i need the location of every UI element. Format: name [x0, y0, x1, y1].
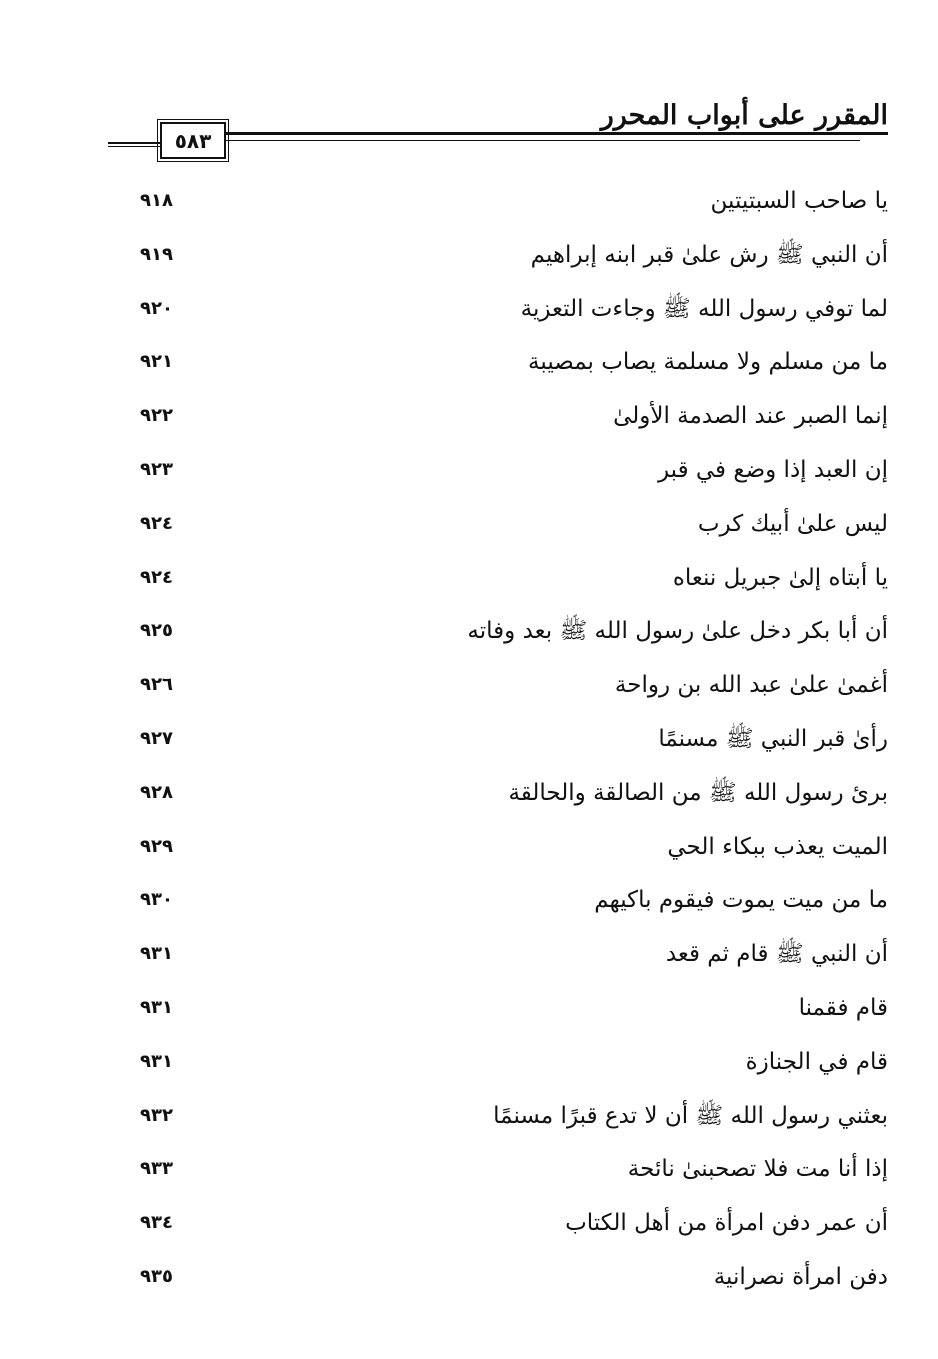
- entry-text: أغمىٰ علىٰ عبد الله بن رواحة: [614, 672, 888, 698]
- entry-text: أن عمر دفن امرأة من أهل الكتاب: [565, 1210, 888, 1236]
- index-entry: [130, 1096, 888, 1136]
- entry-page-number: ٩٢٤: [140, 567, 173, 588]
- index-entry: [130, 1149, 888, 1189]
- entry-page-number: ٩٢٠: [140, 298, 173, 319]
- index-entry: [130, 827, 888, 867]
- entry-text: لما توفي رسول الله ﷺ وجاءت التعزية: [520, 296, 888, 322]
- index-entry: [130, 342, 888, 382]
- entry-page-number: ٩٣١: [140, 997, 173, 1018]
- entry-page-number: ٩٢٦: [140, 674, 173, 695]
- book-title: المقرر على أبواب المحرر: [600, 100, 888, 131]
- index-entry: [130, 289, 888, 329]
- entry-page-number: ٩٢٥: [140, 620, 173, 641]
- index-entry: [130, 880, 888, 920]
- entry-page-number: ٩٣٢: [140, 1105, 173, 1126]
- entry-text: ما من مسلم ولا مسلمة يصاب بمصيبة: [528, 349, 888, 375]
- entry-text: ما من ميت يموت فيقوم باكيهم: [594, 887, 888, 913]
- entry-text: قام فقمنا: [798, 995, 888, 1021]
- page-number: ٥٨٣: [174, 128, 212, 153]
- entry-page-number: ٩٢١: [140, 351, 173, 372]
- entry-text: إن العبد إذا وضع في قبر: [657, 457, 888, 483]
- index-entry: [130, 611, 888, 651]
- index-entry: [130, 934, 888, 974]
- index-entry: [130, 181, 888, 221]
- entry-page-number: ٩٢٤: [140, 513, 173, 534]
- index-entry: [130, 665, 888, 705]
- entry-text: ليس علىٰ أبيك كرب: [697, 511, 888, 537]
- index-entry: [130, 988, 888, 1028]
- index-entry: [130, 1203, 888, 1243]
- index-entry: [130, 450, 888, 490]
- index-entry: [130, 1257, 888, 1297]
- entry-text: إذا أنا مت فلا تصحبنىٰ نائحة: [627, 1156, 888, 1182]
- entry-text: أن النبي ﷺ رش علىٰ قبر ابنه إبراهيم: [530, 242, 888, 268]
- entry-page-number: ٩٢٧: [140, 728, 173, 749]
- entry-text: بعثني رسول الله ﷺ أن لا تدع قبرًا مسنمًا: [493, 1103, 888, 1129]
- entry-page-number: ٩٢٣: [140, 459, 173, 480]
- entry-page-number: ٩٣٥: [140, 1266, 173, 1287]
- index-entry: [130, 235, 888, 275]
- index-entry: [130, 719, 888, 759]
- entry-page-number: ٩٣١: [140, 943, 173, 964]
- entry-page-number: ٩٣١: [140, 1051, 173, 1072]
- entry-text: أن النبي ﷺ قام ثم قعد: [665, 941, 888, 967]
- entry-text: أن أبا بكر دخل علىٰ رسول الله ﷺ بعد وفاته: [467, 618, 888, 644]
- entry-page-number: ٩٣٣: [140, 1158, 173, 1179]
- entry-text: قام في الجنازة: [745, 1049, 888, 1075]
- entry-text: رأىٰ قبر النبي ﷺ مسنمًا: [658, 726, 888, 752]
- index-entry: [130, 504, 888, 544]
- entry-page-number: ٩١٨: [140, 190, 173, 211]
- entry-text: الميت يعذب ببكاء الحي: [667, 834, 888, 860]
- index-entry: [130, 1042, 888, 1082]
- index-entry: [130, 558, 888, 598]
- index-entry: [130, 773, 888, 813]
- entry-text: إنما الصبر عند الصدمة الأولىٰ: [613, 403, 888, 429]
- entry-text: دفن امرأة نصرانية: [713, 1264, 888, 1290]
- entry-page-number: ٩١٩: [140, 244, 173, 265]
- entry-page-number: ٩٣٤: [140, 1212, 173, 1233]
- entry-page-number: ٩٣٠: [140, 889, 173, 910]
- index-entry: [130, 396, 888, 436]
- entry-text: يا أبتاه إلىٰ جبريل ننعاه: [672, 565, 888, 591]
- entry-page-number: ٩٢٨: [140, 782, 173, 803]
- entry-text: برئ رسول الله ﷺ من الصالقة والحالقة: [508, 780, 888, 806]
- entry-page-number: ٩٢٢: [140, 405, 173, 426]
- entry-page-number: ٩٢٩: [140, 836, 173, 857]
- entry-text: يا صاحب السبتيتين: [710, 188, 888, 214]
